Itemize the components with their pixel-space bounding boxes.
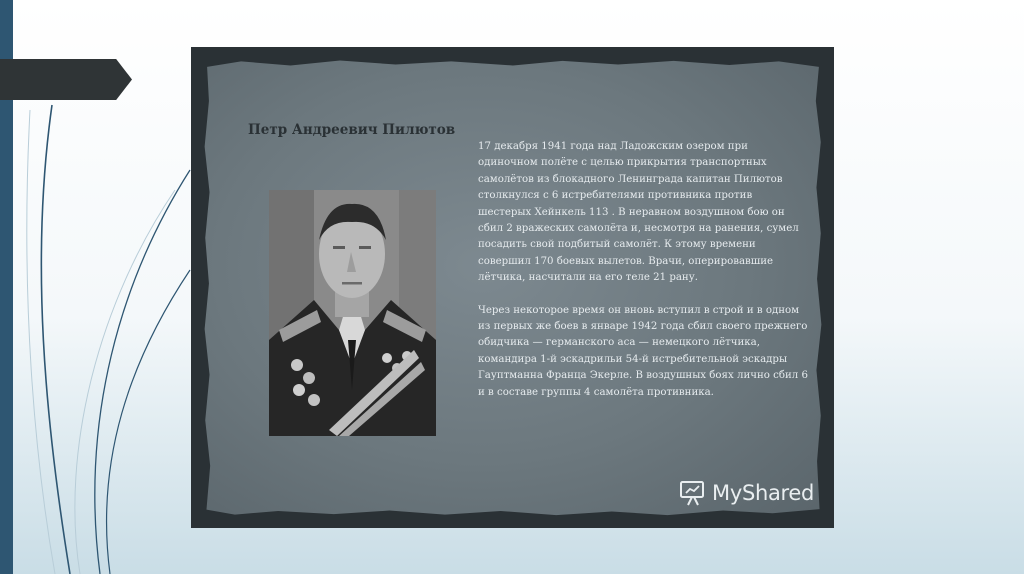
presentation-board-icon bbox=[678, 478, 708, 508]
watermark-label: MyShared bbox=[712, 481, 815, 505]
bio-paragraph-2: Через некоторое время он вновь вступил в строй и в одном из первых же боев в январе 1942 года сбил своего прежнего обидчика — германского аса — немецкого лётчика, командира 1-й эскадрильи 54-й истребительной эскадры Гауптманна Франца Экерле. В воздушных боях лично сбил 6 и в составе группы 4 самолёта противника. bbox=[478, 304, 808, 398]
portrait-photo bbox=[269, 190, 436, 436]
decorative-curves bbox=[0, 0, 200, 574]
biography-text bbox=[478, 139, 808, 417]
person-name-heading: Петр Андреевич Пилютов bbox=[248, 122, 456, 138]
bio-paragraph-1: 17 декабря 1941 года над Ладожским озером при одиночном полёте с целью прикрытия транспортных самолётов из блокадного Ленинграда капитан Пилютов столкнулся с 6 истребителями противника против шестерых Хейнкель 113 . В неравном воздушном бою он сбил 2 вражеских самолёта и, несмотря на ранения, сумел посадить свой подбитый самолёт. К этому времени совершил 170 боевых вылетов. Врачи, оперировавшие лётчика, насчитали на его теле 21 рану. bbox=[478, 141, 799, 284]
myshared-watermark bbox=[678, 476, 814, 510]
